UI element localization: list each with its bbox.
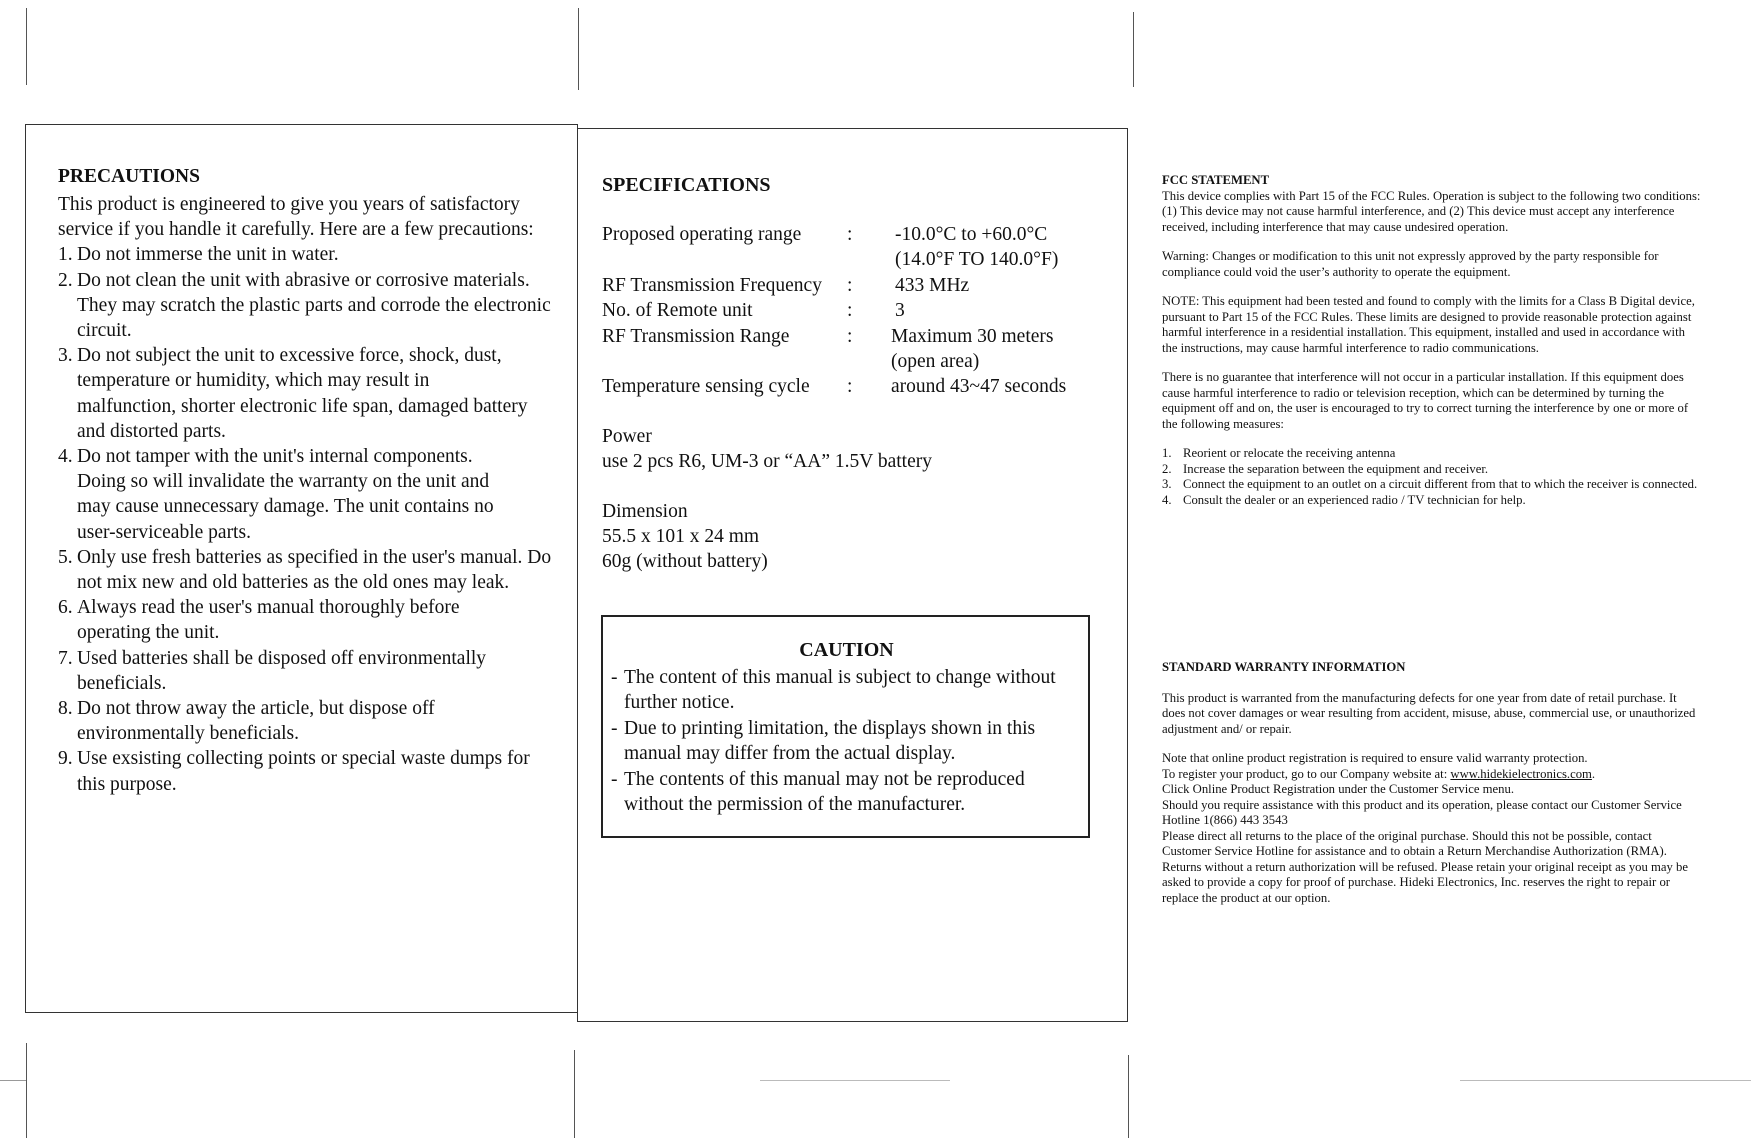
list-item-number: 2. <box>1162 461 1172 476</box>
list-item <box>611 767 1082 818</box>
crop-mark-top-left <box>26 8 27 85</box>
crop-mark-bottom-left <box>26 1043 27 1138</box>
list-item <box>58 343 578 444</box>
fcc-section <box>1162 173 1702 508</box>
list-item-text: Only use fresh batteries as specified in the user's manual. Do not mix new and old batteries as the old ones may leak. <box>77 546 552 594</box>
list-item-number: 4. <box>1162 492 1172 507</box>
dimension-block <box>602 499 1102 575</box>
specifications-section <box>602 172 1102 575</box>
warranty-title: STANDARD WARRANTY INFORMATION <box>1162 660 1406 674</box>
list-item <box>58 595 578 645</box>
list-item-number: 2. <box>58 269 73 291</box>
list-item-text: The content of this manual is subject to change without further notice. <box>624 667 1056 714</box>
list-item <box>58 646 578 696</box>
spec-label: Temperature sensing cycle <box>602 376 810 398</box>
list-item-text: Used batteries shall be disposed off environmentally beneficials. <box>77 647 487 694</box>
fcc-paragraph: This device complies with Part 15 of the FCC Rules. Operation is subject to the following two conditions: (1) This device may not cause harmful interference, and (2) This device must accept any interference received, including interference that may cause undesired operation. <box>1162 188 1701 234</box>
spec-row-sensing-cycle <box>602 374 1102 399</box>
list-item-number: 1. <box>1162 446 1172 460</box>
spec-row-operating-range <box>602 222 1102 273</box>
fcc-guarantee: There is no guarantee that interference will not occur in a particular installation. If this equipment does cause harmful interference to radio or television reception, which can be determined by turning the equipment off and on, the user is encouraged to try to correct turning the interference by one or more of the following measures: <box>1162 370 1689 431</box>
list-item <box>1162 477 1702 493</box>
spec-value-line: (14.0°F TO 140.0°F) <box>895 249 1059 271</box>
list-item-number: 9. <box>58 748 73 770</box>
list-bullet: - <box>611 717 618 739</box>
list-item-number: 3. <box>58 345 73 367</box>
list-item-number: 4. <box>58 446 73 468</box>
list-item-text: Reorient or relocate the receiving antenna <box>1183 446 1396 460</box>
list-item-text: Consult the dealer or an experienced radio / TV technician for help. <box>1183 492 1526 507</box>
spec-value: 3 <box>895 300 905 322</box>
spec-value-line: -10.0°C to +60.0°C <box>895 224 1048 245</box>
precautions-intro: This product is engineered to give you years of satisfactory service if you handle it carefully. Here are a few precautions: <box>58 194 534 241</box>
spec-colon: : <box>847 300 853 322</box>
power-block <box>602 424 1102 475</box>
crop-mark-top-middle <box>578 8 579 90</box>
crop-mark-top-right <box>1133 12 1134 87</box>
list-bullet: - <box>611 667 618 688</box>
fcc-measures-list <box>1162 446 1702 508</box>
dimension-title: Dimension <box>602 500 688 522</box>
list-item <box>1162 446 1702 462</box>
spec-value-line: (open area) <box>891 351 980 373</box>
list-item-text: Connect the equipment to an outlet on a circuit different from that to which the receiver is connected. <box>1183 477 1698 491</box>
list-item-text: Do not clean the unit with abrasive or corrosive materials. They may scratch the plastic parts and corrode the electronic circuit. <box>77 269 551 342</box>
precautions-title: PRECAUTIONS <box>58 166 200 187</box>
crop-mark-horizontal-left <box>0 1080 26 1081</box>
fcc-title: FCC STATEMENT <box>1162 173 1270 187</box>
list-item <box>58 696 578 746</box>
list-item-text: Do not throw away the article, but dispose off environmentally beneficials. <box>77 698 435 745</box>
spec-value <box>891 324 1102 375</box>
power-title: Power <box>602 425 652 447</box>
specifications-title: SPECIFICATIONS <box>602 174 771 196</box>
crop-mark-bottom-middle <box>574 1050 575 1138</box>
power-text: use 2 pcs R6, UM-3 or “AA” 1.5V battery <box>602 451 932 473</box>
spec-row-frequency <box>602 273 1102 298</box>
list-item <box>611 716 1082 767</box>
list-item-number: 1. <box>58 244 73 266</box>
spec-value-line: Maximum 30 meters <box>891 325 1054 347</box>
list-item <box>611 665 1082 716</box>
company-website-link[interactable]: www.hidekielectronics.com <box>1450 766 1592 781</box>
dimension-size: 55.5 x 101 x 24 mm <box>602 526 760 548</box>
warranty-registration-instruction: Click Online Product Registration under the Customer Service menu. <box>1162 782 1515 796</box>
list-item <box>1162 493 1702 509</box>
list-item-text: Increase the separation between the equipment and receiver. <box>1183 461 1489 476</box>
list-item <box>58 444 578 545</box>
list-item <box>58 545 578 595</box>
crop-mark-bottom-right <box>1128 1055 1129 1138</box>
caution-title: CAUTION <box>799 639 894 661</box>
spec-label: RF Transmission Range <box>602 325 790 347</box>
caution-list <box>611 665 1082 817</box>
spec-row-range <box>602 324 1102 375</box>
spec-colon: : <box>847 224 853 245</box>
fcc-warning: Warning: Changes or modification to this unit not expressly approved by the party responsible for compliance could void the user’s authority to operate the equipment. <box>1162 249 1659 279</box>
spec-colon: : <box>847 325 853 347</box>
list-item-number: 3. <box>1162 477 1172 491</box>
list-item-text: Do not immerse the unit in water. <box>77 244 339 266</box>
list-item-text: Use exsisting collecting points or special waste dumps for this purpose. <box>77 748 530 795</box>
spec-value: around 43~47 seconds <box>891 376 1067 398</box>
list-item-text: Always read the user's manual thoroughly before operating the unit. <box>77 597 460 644</box>
list-item-text: Do not tamper with the unit's internal components. Doing so will invalidate the warranty on the unit and may cause unnecessary damage. The unit contains no user-serviceable parts. <box>77 446 494 543</box>
list-item <box>58 242 578 267</box>
list-item-number: 7. <box>58 647 73 669</box>
list-item-number: 5. <box>58 546 73 568</box>
list-item <box>1162 462 1702 478</box>
warranty-registration-line <box>1162 767 1702 783</box>
list-item-text: Due to printing limitation, the displays shown in this manual may differ from the actual display. <box>624 717 1036 765</box>
spec-label: No. of Remote unit <box>602 300 753 322</box>
crop-mark-horizontal-right <box>1460 1080 1751 1081</box>
warranty-section <box>1162 660 1702 906</box>
list-item <box>58 746 578 796</box>
list-item-text: The contents of this manual may not be reproduced without the permission of the manufacturer. <box>624 768 1025 816</box>
spec-label: RF Transmission Frequency <box>602 274 822 296</box>
crop-mark-horizontal-middle <box>760 1080 950 1081</box>
precautions-list <box>58 242 578 796</box>
list-bullet: - <box>611 768 618 790</box>
spec-colon: : <box>847 376 853 398</box>
list-item-text: Do not subject the unit to excessive force, shock, dust, temperature or humidity, which may result in malfunction, shorter electronic life span, damaged battery and distorted parts. <box>77 345 528 442</box>
warranty-returns: Please direct all returns to the place of the original purchase. Should this not be possible, contact Customer Service Hotline for assistance and to obtain a Return Merchandise Authorization (RMA). Returns without a return authorization will be refused. Please retain your original receipt as you may be asked to provide a copy for proof of purchase. Hideki Electronics, Inc. reserves the right to repair or replace the product at our option. <box>1162 828 1689 905</box>
warranty-registration-note: Note that online product registration is required to ensure valid warranty protection. <box>1162 751 1588 765</box>
warranty-hotline: Should you require assistance with this product and its operation, please contact our Customer Service Hotline 1(866) 443 3543 <box>1162 797 1682 827</box>
caution-box <box>601 615 1090 838</box>
warranty-registration-text: To register your product, go to our Company website at: <box>1162 766 1451 781</box>
spec-label: Proposed operating range <box>602 224 802 245</box>
dimension-weight: 60g (without battery) <box>602 551 768 573</box>
list-item-number: 6. <box>58 597 73 619</box>
precautions-section <box>58 164 578 797</box>
list-item-number: 8. <box>58 698 73 720</box>
spec-value: 433 MHz <box>895 274 970 296</box>
spec-value <box>891 222 1102 273</box>
warranty-registration-period: . <box>1591 766 1596 781</box>
warranty-paragraph: This product is warranted from the manufacturing defects for one year from date of retail purchase. It does not cover damages or wear resulting from accident, misuse, abuse, commercial use, or unauthorized adjustment and/ or repair. <box>1162 690 1696 736</box>
list-item <box>58 268 578 344</box>
fcc-note: NOTE: This equipment had been tested and found to comply with the limits for a Class B Digital device, pursuant to Part 15 of the FCC Rules. These limits are designed to provide reasonable protection against harmful interference in a residential installation. This equipment, installed and used in accordance with the instructions, may cause harmful interference to radio communications. <box>1162 294 1695 355</box>
spec-colon: : <box>847 274 853 296</box>
spec-row-remote-units <box>602 298 1102 323</box>
